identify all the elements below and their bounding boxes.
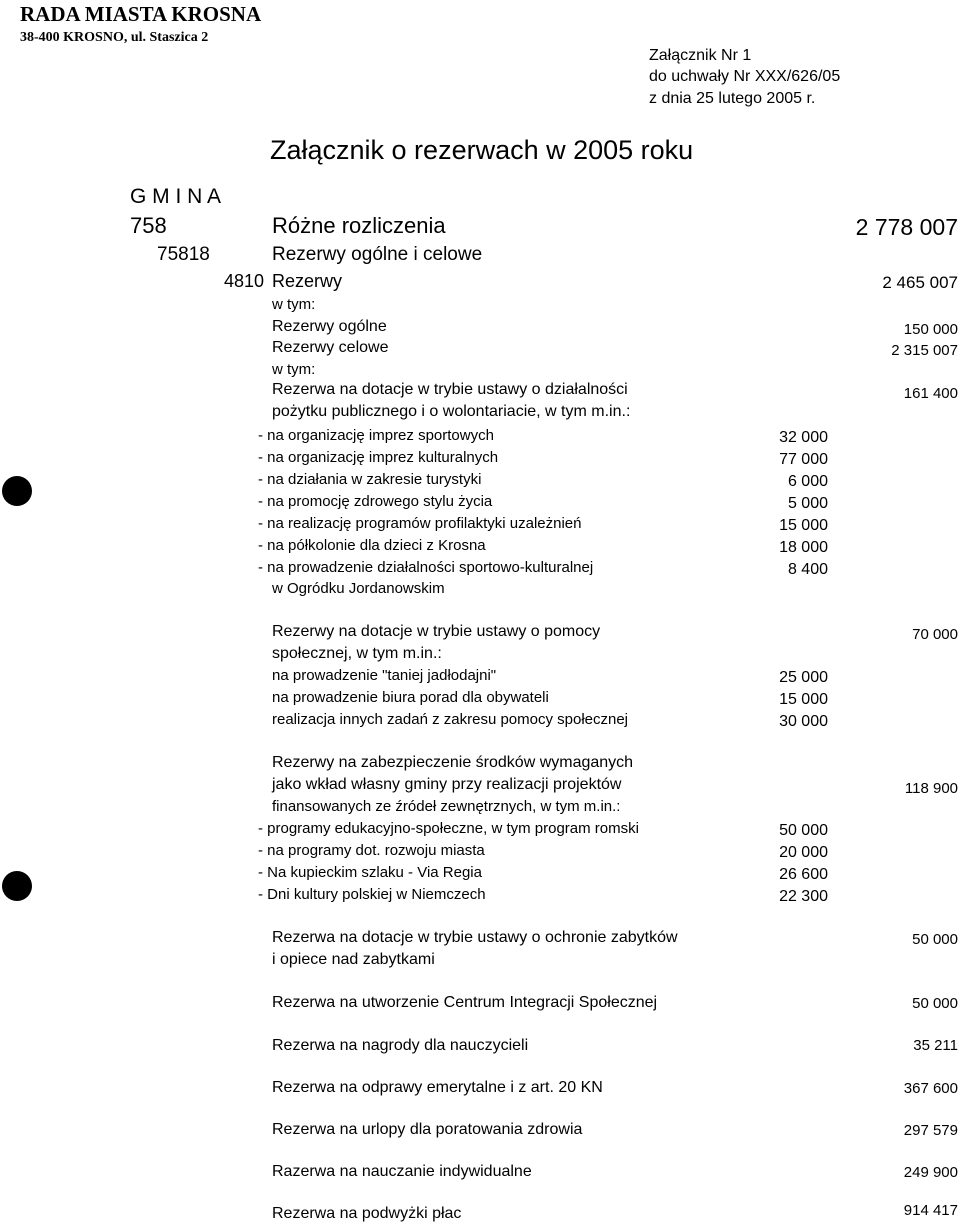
dzial-name: Różne rozliczenia: [272, 213, 446, 238]
reserve-amount: 35 211: [913, 1037, 958, 1054]
reserve-amount: 50 000: [912, 995, 958, 1012]
wklad-heading-line3: finansowanych ze źródeł zewnętrznych, w tym m.in.:: [272, 798, 621, 815]
paragraf-code: 4810: [224, 271, 265, 291]
list-item-amount: 22 300: [779, 888, 828, 905]
list-item-amount: 26 600: [779, 866, 828, 883]
list-item: - na działania w zakresie turystyki: [258, 471, 482, 488]
ogolne-amount: 150 000: [903, 321, 958, 338]
stamp-title: RADA MIASTA KROSNA: [20, 2, 262, 26]
pomoc-amount: 70 000: [912, 626, 958, 643]
reserve-label: Rezerwa na podwyżki płac: [272, 1205, 462, 1222]
reserve-label: Rezerwa na nagrody dla nauczycieli: [272, 1037, 529, 1054]
resolution-date: z dnia 25 lutego 2005 r.: [649, 90, 816, 107]
rozdzial-code: 75818: [157, 244, 210, 265]
reserve-amount: 367 600: [903, 1080, 958, 1097]
ogolne-label: Rezerwy ogólne: [272, 318, 387, 335]
opp-amount: 161 400: [903, 385, 958, 402]
dzial-code: 758: [130, 213, 167, 238]
opp-heading-line2: pożytku publicznego i o wolontariacie, w tym m.in.:: [272, 403, 631, 420]
list-item-amount: 8 400: [787, 561, 828, 578]
reserve-label: Razerwa na nauczanie indywidualne: [272, 1163, 532, 1180]
list-item: - na realizację programów profilaktyki uzależnień: [258, 515, 582, 532]
wklad-heading-line2: jako wkład własny gminy przy realizacji projektów: [272, 776, 622, 793]
list-item: - na prowadzenie działalności sportowo-kulturalnej: [258, 559, 594, 576]
resolution-number: do uchwały Nr XXX/626/05: [649, 68, 841, 85]
list-item-amount: 20 000: [779, 844, 828, 861]
stamp-address: 38-400 KROSNO, ul. Staszica 2: [20, 30, 209, 45]
list-item: - programy edukacyjno-społeczne, w tym program romski: [258, 820, 639, 837]
list-item-amount: 30 000: [779, 713, 828, 730]
list-item-amount: 25 000: [779, 669, 828, 686]
punch-hole-mark: [2, 476, 32, 506]
list-item: - na organizację imprez kulturalnych: [258, 449, 499, 466]
celowe-label: Rezerwy celowe: [272, 339, 389, 356]
zabytki-heading-line1: Rezerwa na dotacje w trybie ustawy o ochronie zabytków: [272, 929, 678, 946]
annex-number: Załącznik Nr 1: [649, 47, 752, 64]
list-item: - na programy dot. rozwoju miasta: [258, 842, 485, 859]
dzial-amount: 2 778 007: [855, 214, 958, 240]
reserve-label: Rezerwa na urlopy dla poratowania zdrowia: [272, 1121, 583, 1138]
zabytki-heading-line2: i opiece nad zabytkami: [272, 951, 435, 968]
pomoc-heading-line2: społecznej, w tym m.in.:: [272, 645, 442, 662]
list-item: na prowadzenie "taniej jadłodajni": [272, 667, 497, 684]
pomoc-heading-line1: Rezerwy na dotacje w trybie ustawy o pomocy: [272, 623, 601, 640]
list-item: na prowadzenie biura porad dla obywateli: [272, 689, 549, 706]
paragraf-amount: 2 465 007: [882, 273, 958, 292]
list-item-amount: 32 000: [779, 429, 828, 446]
list-item: - Na kupieckim szlaku - Via Regia: [258, 864, 482, 881]
list-item-amount: 5 000: [787, 495, 828, 512]
list-item: - Dni kultury polskiej w Niemczech: [258, 886, 486, 903]
list-item-amount: 15 000: [779, 517, 828, 534]
reserve-label: Rezerwa na odprawy emerytalne i z art. 20 KN: [272, 1079, 603, 1096]
wklad-amount: 118 900: [904, 780, 958, 797]
list-item: - na półkolonie dla dzieci z Krosna: [258, 537, 486, 554]
list-item-amount: 50 000: [779, 822, 828, 839]
w-tym-label: w tym:: [272, 296, 316, 313]
opp-heading-line1: Rezerwa na dotacje w trybie ustawy o działalności: [272, 381, 628, 398]
punch-hole-mark: [2, 871, 32, 901]
reserve-amount: 914 417: [903, 1202, 958, 1219]
wklad-heading-line1: Rezerwy na zabezpieczenie środków wymaganych: [272, 754, 634, 771]
zabytki-amount: 50 000: [912, 931, 958, 948]
reserve-amount: 297 579: [903, 1122, 958, 1139]
page-title: Załącznik o rezerwach w 2005 roku: [270, 135, 694, 165]
w-tym-label-2: w tym:: [272, 361, 316, 378]
list-item-continuation: w Ogródku Jordanowskim: [272, 580, 445, 597]
list-item: - na organizację imprez sportowych: [258, 427, 494, 444]
list-item-amount: 6 000: [787, 473, 828, 490]
list-item: realizacja innych zadań z zakresu pomocy społecznej: [272, 711, 629, 728]
reserve-amount: 249 900: [903, 1164, 958, 1181]
celowe-amount: 2 315 007: [891, 342, 958, 359]
paragraf-name: Rezerwy: [272, 271, 343, 291]
list-item-amount: 77 000: [779, 451, 828, 468]
list-item-amount: 15 000: [779, 691, 828, 708]
rozdzial-name: Rezerwy ogólne i celowe: [272, 244, 483, 265]
list-item: - na promocję zdrowego stylu życia: [258, 493, 493, 510]
list-item-amount: 18 000: [779, 539, 828, 556]
gmina-label: G M I N A: [130, 185, 222, 208]
reserve-label: Rezerwa na utworzenie Centrum Integracji Społecznej: [272, 994, 658, 1011]
